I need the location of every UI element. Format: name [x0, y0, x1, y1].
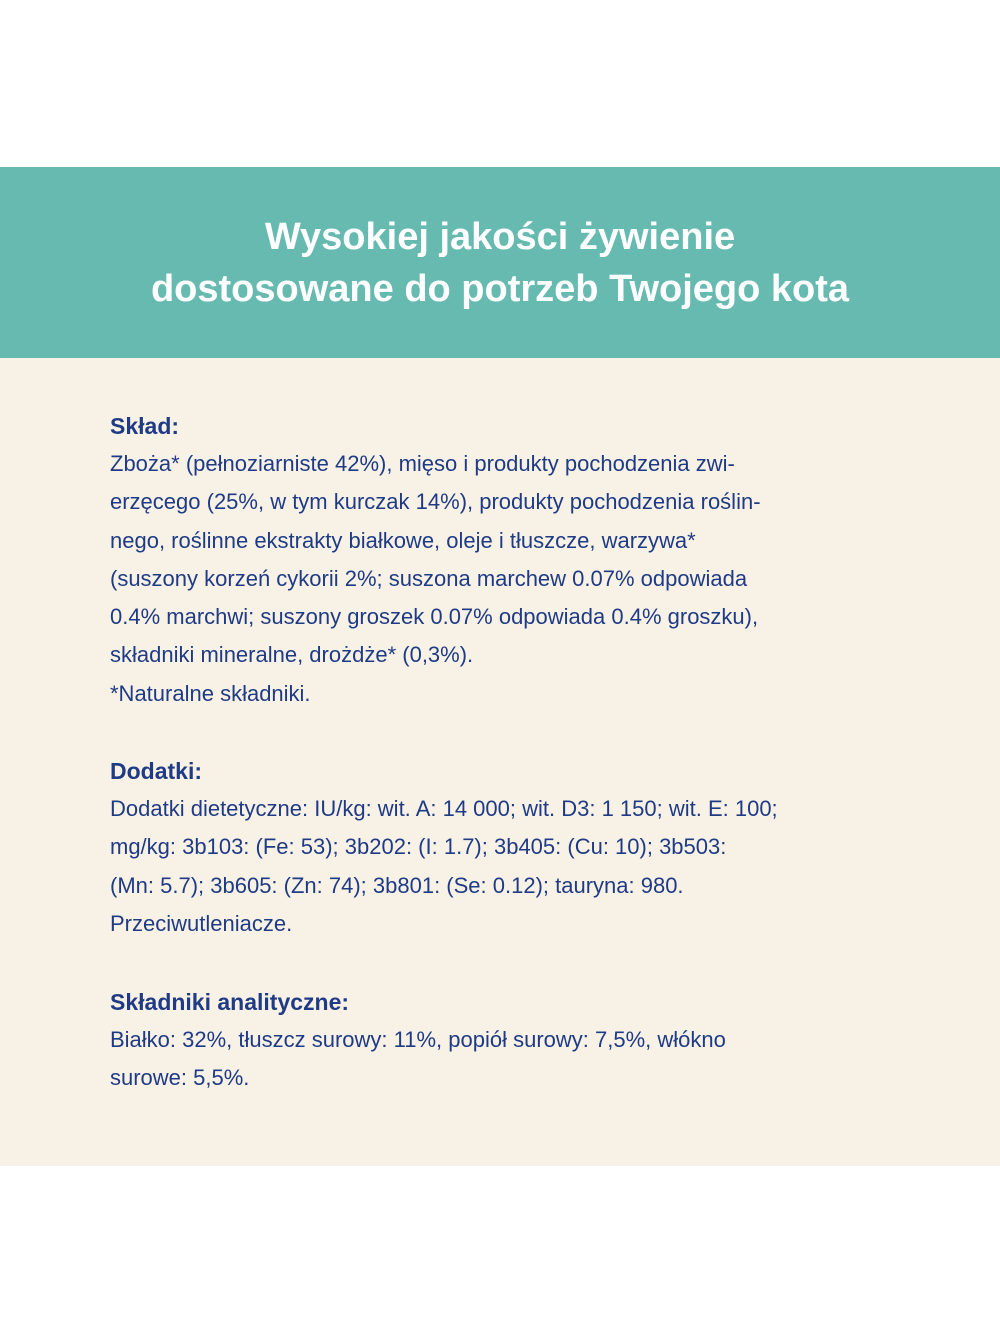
additives-heading: Dodatki:	[110, 758, 202, 784]
additives-line: Przeciwutleniacze.	[110, 910, 293, 936]
composition-line: 0.4% marchwi; suszony groszek 0.07% odpowiada 0.4% groszku),	[110, 604, 759, 630]
composition-line: składniki mineralne, drożdże* (0,3%).	[110, 642, 474, 668]
banner-title-line-1: Wysokiej jakości żywienie	[264, 215, 736, 258]
composition-line: erzęcego (25%, w tym kurczak 14%), produkty pochodzenia roślin-	[110, 489, 761, 515]
additives-line: Dodatki dietetyczne: IU/kg: wit. A: 14 000; wit. D3: 1 150; wit. E: 100;	[110, 796, 778, 821]
section-analytical-constituents	[110, 983, 910, 1098]
composition-line: (suszony korzeń cykorii 2%; suszona marchew 0.07% odpowiada	[110, 565, 748, 591]
section-composition	[110, 407, 910, 713]
additives-line: (Mn: 5.7); 3b605: (Zn: 74); 3b801: (Se: 0.12); tauryna: 980.	[110, 872, 684, 898]
composition-heading: Skład:	[110, 413, 180, 439]
additives-line: mg/kg: 3b103: (Fe: 53); 3b202: (I: 1.7); 3b405: (Cu: 10); 3b503:	[110, 834, 727, 860]
composition-line: Zboża* (pełnoziarniste 42%), mięso i produkty pochodzenia zwi-	[110, 451, 735, 476]
analytical-line: surowe: 5,5%.	[110, 1065, 250, 1091]
analytical-heading: Składniki analityczne:	[110, 989, 350, 1015]
analytical-line: Białko: 32%, tłuszcz surowy: 11%, popiół surowy: 7,5%, włókno	[110, 1027, 726, 1052]
title-banner	[0, 167, 1000, 358]
composition-line: nego, roślinne ekstrakty białkowe, oleje i tłuszcze, warzywa*	[110, 527, 696, 553]
composition-panel	[0, 358, 1000, 1166]
section-additives	[110, 752, 910, 943]
composition-footnote: *Naturalne składniki.	[110, 680, 311, 706]
banner-title-line-2: dostosowane do potrzeb Twojego kota	[150, 267, 850, 310]
